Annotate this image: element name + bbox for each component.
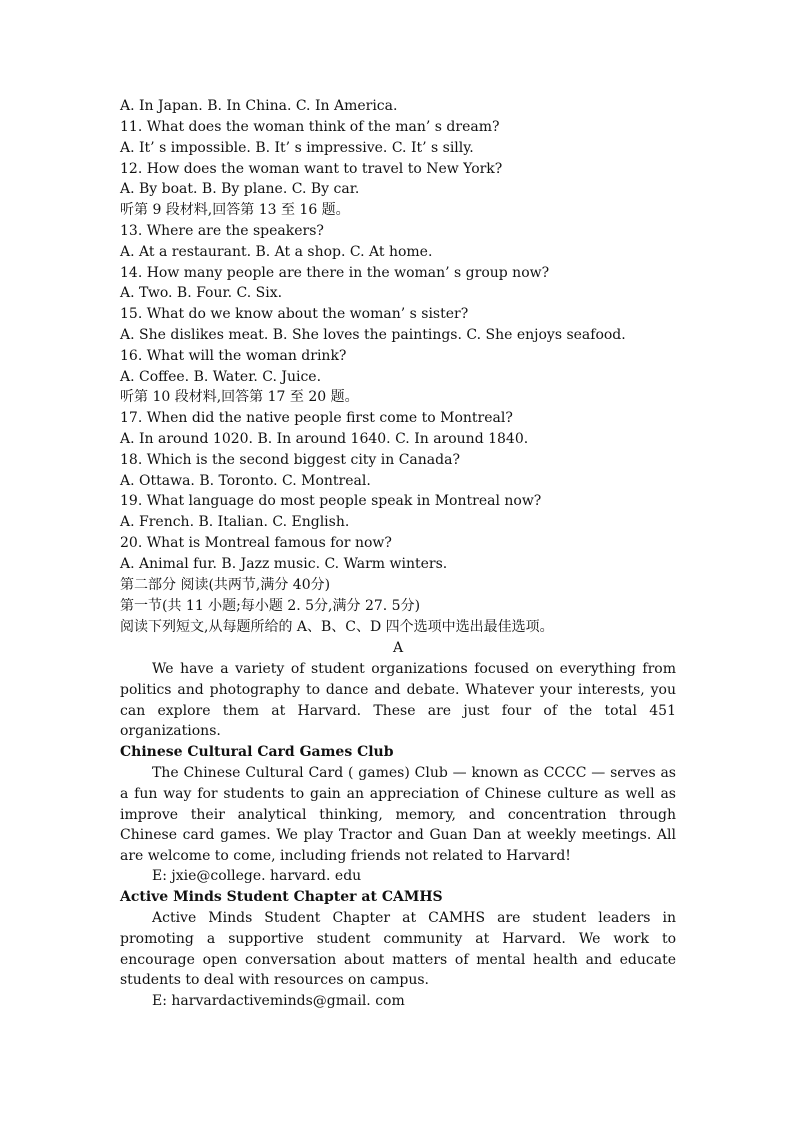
listening-line: A. Animal fur. B. Jazz music. C. Warm winters. bbox=[120, 556, 448, 572]
listening-line: 14. How many people are there in the woman’ s group now? bbox=[120, 265, 550, 281]
listening-line: 17. When did the native people first come to Montreal? bbox=[120, 410, 513, 426]
listening-line: A. In around 1020. B. In around 1640. C. In around 1840. bbox=[120, 431, 529, 447]
listening-line: A. Coffee. B. Water. C. Juice. bbox=[120, 369, 322, 385]
listening-line: 13. Where are the speakers? bbox=[120, 223, 324, 239]
listening-line: 19. What language do most people speak in Montreal now? bbox=[120, 493, 542, 509]
reading-instruction: 阅读下列短文,从每题所给的 A、B、C、D 四个选项中选出最佳选项。 bbox=[120, 619, 554, 635]
passage-intro: We have a variety of student organizations focused on everything from politics and photography to dance and debate. Whatever your interests, you can explore them at Harvard. These are just four of the total 451 organizations. bbox=[120, 661, 676, 740]
club-description: The Chinese Cultural Card ( games) Club — known as CCCC — serves as a fun way for students to gain an appreciation of Chinese culture as well as improve their analytical thinking, memory, and concentration through Chinese card games. We play Tractor and Guan Dan at weekly meetings. All are welcome to come, including friends not related to Harvard! bbox=[120, 765, 676, 865]
listening-line: 20. What is Montreal famous for now? bbox=[120, 535, 392, 551]
listening-line: A. It’ s impossible. B. It’ s impressive. C. It’ s silly. bbox=[120, 140, 474, 156]
listening-line: A. By boat. B. By plane. C. By car. bbox=[120, 181, 360, 197]
listening-line: 16. What will the woman drink? bbox=[120, 348, 347, 364]
club-title: Chinese Cultural Card Games Club bbox=[120, 744, 394, 760]
section-instruction: 听第 10 段材料,回答第 17 至 20 题。 bbox=[120, 389, 359, 405]
part-heading: 第二部分 阅读(共两节,满分 40分) bbox=[120, 577, 331, 593]
listening-line: A. She dislikes meat. B. She loves the paintings. C. She enjoys seafood. bbox=[120, 327, 626, 343]
club-description: Active Minds Student Chapter at CAMHS are student leaders in promoting a supportive student community at Harvard. We work to encourage open conversation about matters of mental health and educate students to deal with resources on campus. bbox=[120, 910, 676, 989]
listening-line: 18. Which is the second biggest city in Canada? bbox=[120, 452, 460, 468]
listening-line: A. In Japan. B. In China. C. In America. bbox=[120, 98, 398, 114]
club-email[interactable]: E: harvardactiveminds@gmail. com bbox=[152, 993, 405, 1009]
club-email[interactable]: E: jxie@college. harvard. edu bbox=[152, 868, 362, 884]
club-title: Active Minds Student Chapter at CAMHS bbox=[120, 889, 443, 905]
listening-line: A. Two. B. Four. C. Six. bbox=[120, 285, 283, 301]
listening-line: A. Ottawa. B. Toronto. C. Montreal. bbox=[120, 473, 371, 489]
passage-label: A bbox=[392, 640, 404, 656]
section-instruction: 听第 9 段材料,回答第 13 至 16 题。 bbox=[120, 202, 350, 218]
section-heading: 第一节(共 11 小题;每小题 2. 5分,满分 27. 5分) bbox=[120, 598, 421, 614]
listening-line: A. At a restaurant. B. At a shop. C. At home. bbox=[120, 244, 433, 260]
listening-line: 15. What do we know about the woman’ s sister? bbox=[120, 306, 469, 322]
listening-line: 11. What does the woman think of the man’ s dream? bbox=[120, 119, 500, 135]
listening-line: A. French. B. Italian. C. English. bbox=[120, 514, 350, 530]
listening-line: 12. How does the woman want to travel to New York? bbox=[120, 161, 503, 177]
